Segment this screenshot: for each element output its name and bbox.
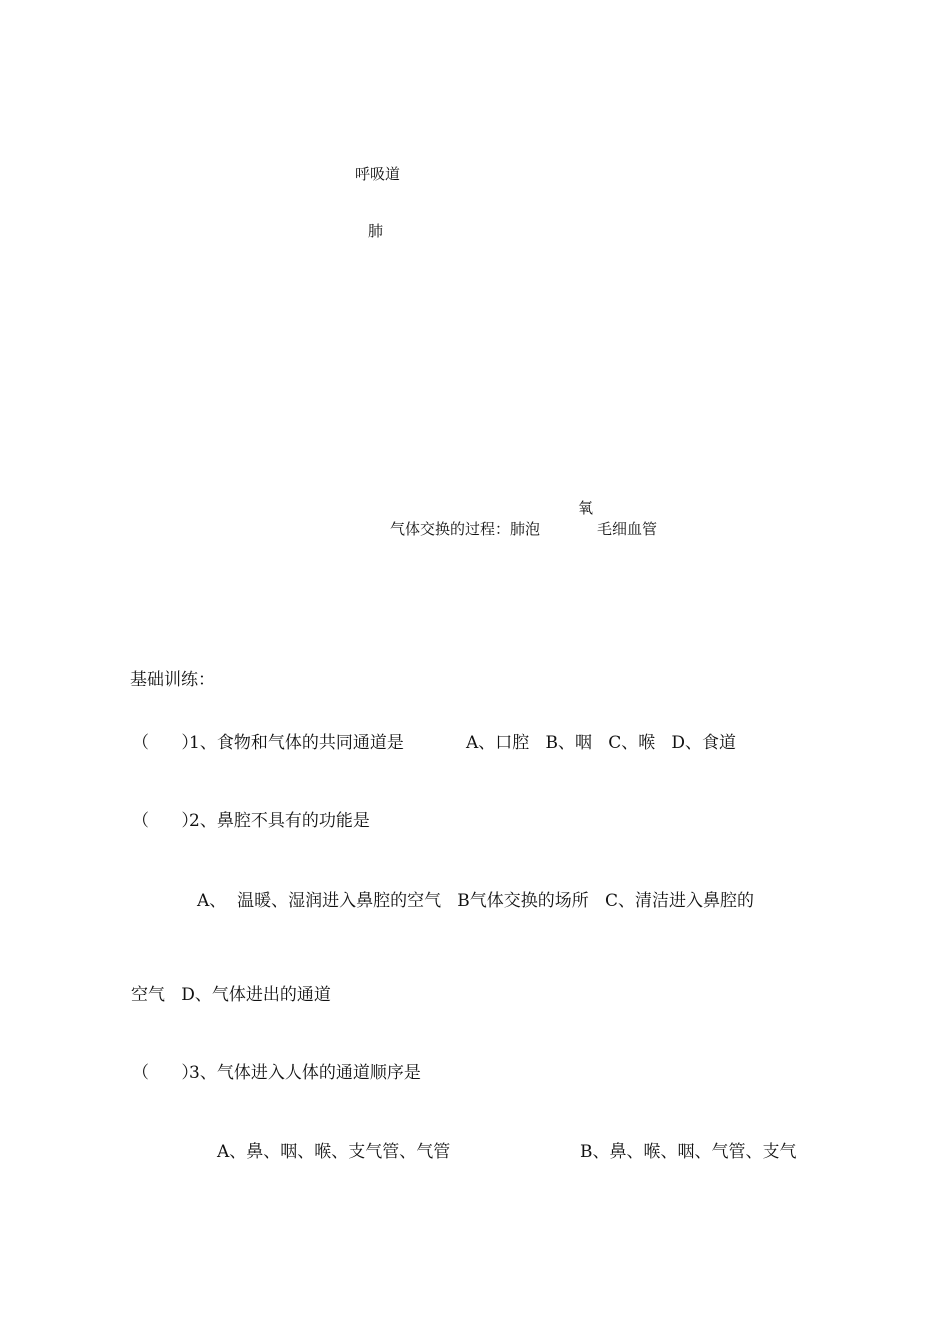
answer-bracket: （ ） (132, 811, 199, 831)
option-a: A、鼻、咽、喉、支气管、气管 (217, 1142, 451, 1162)
label-oxygen: 氧 (578, 499, 594, 517)
label-gas-exchange: 气体交换的过程：肺泡 (390, 520, 541, 538)
exercise-heading: 基础训练： (130, 670, 215, 690)
question-options: A、口腔 B、咽 C、喉 D、食道 (466, 733, 737, 753)
label-lung: 肺 (368, 222, 384, 240)
question-text: 2、鼻腔不具有的功能是 (189, 811, 370, 831)
label-respiratory-tract: 呼吸道 (355, 165, 401, 183)
answer-bracket: （ ） (132, 1063, 199, 1083)
question-text: 1、食物和气体的共同通道是 (189, 733, 404, 753)
question-text: 3、气体进入人体的通道顺序是 (189, 1063, 421, 1083)
question-options-line-2: 空气 D、气体进出的通道 (131, 985, 331, 1005)
option-b: B、鼻、喉、咽、气管、支气 (580, 1142, 797, 1162)
question-options-line-1: A、 温暖、湿润进入鼻腔的空气 B气体交换的场所 C、清洁进入鼻腔的 (197, 891, 755, 911)
answer-bracket: （ ） (132, 733, 199, 753)
label-capillary: 毛细血管 (597, 520, 658, 538)
